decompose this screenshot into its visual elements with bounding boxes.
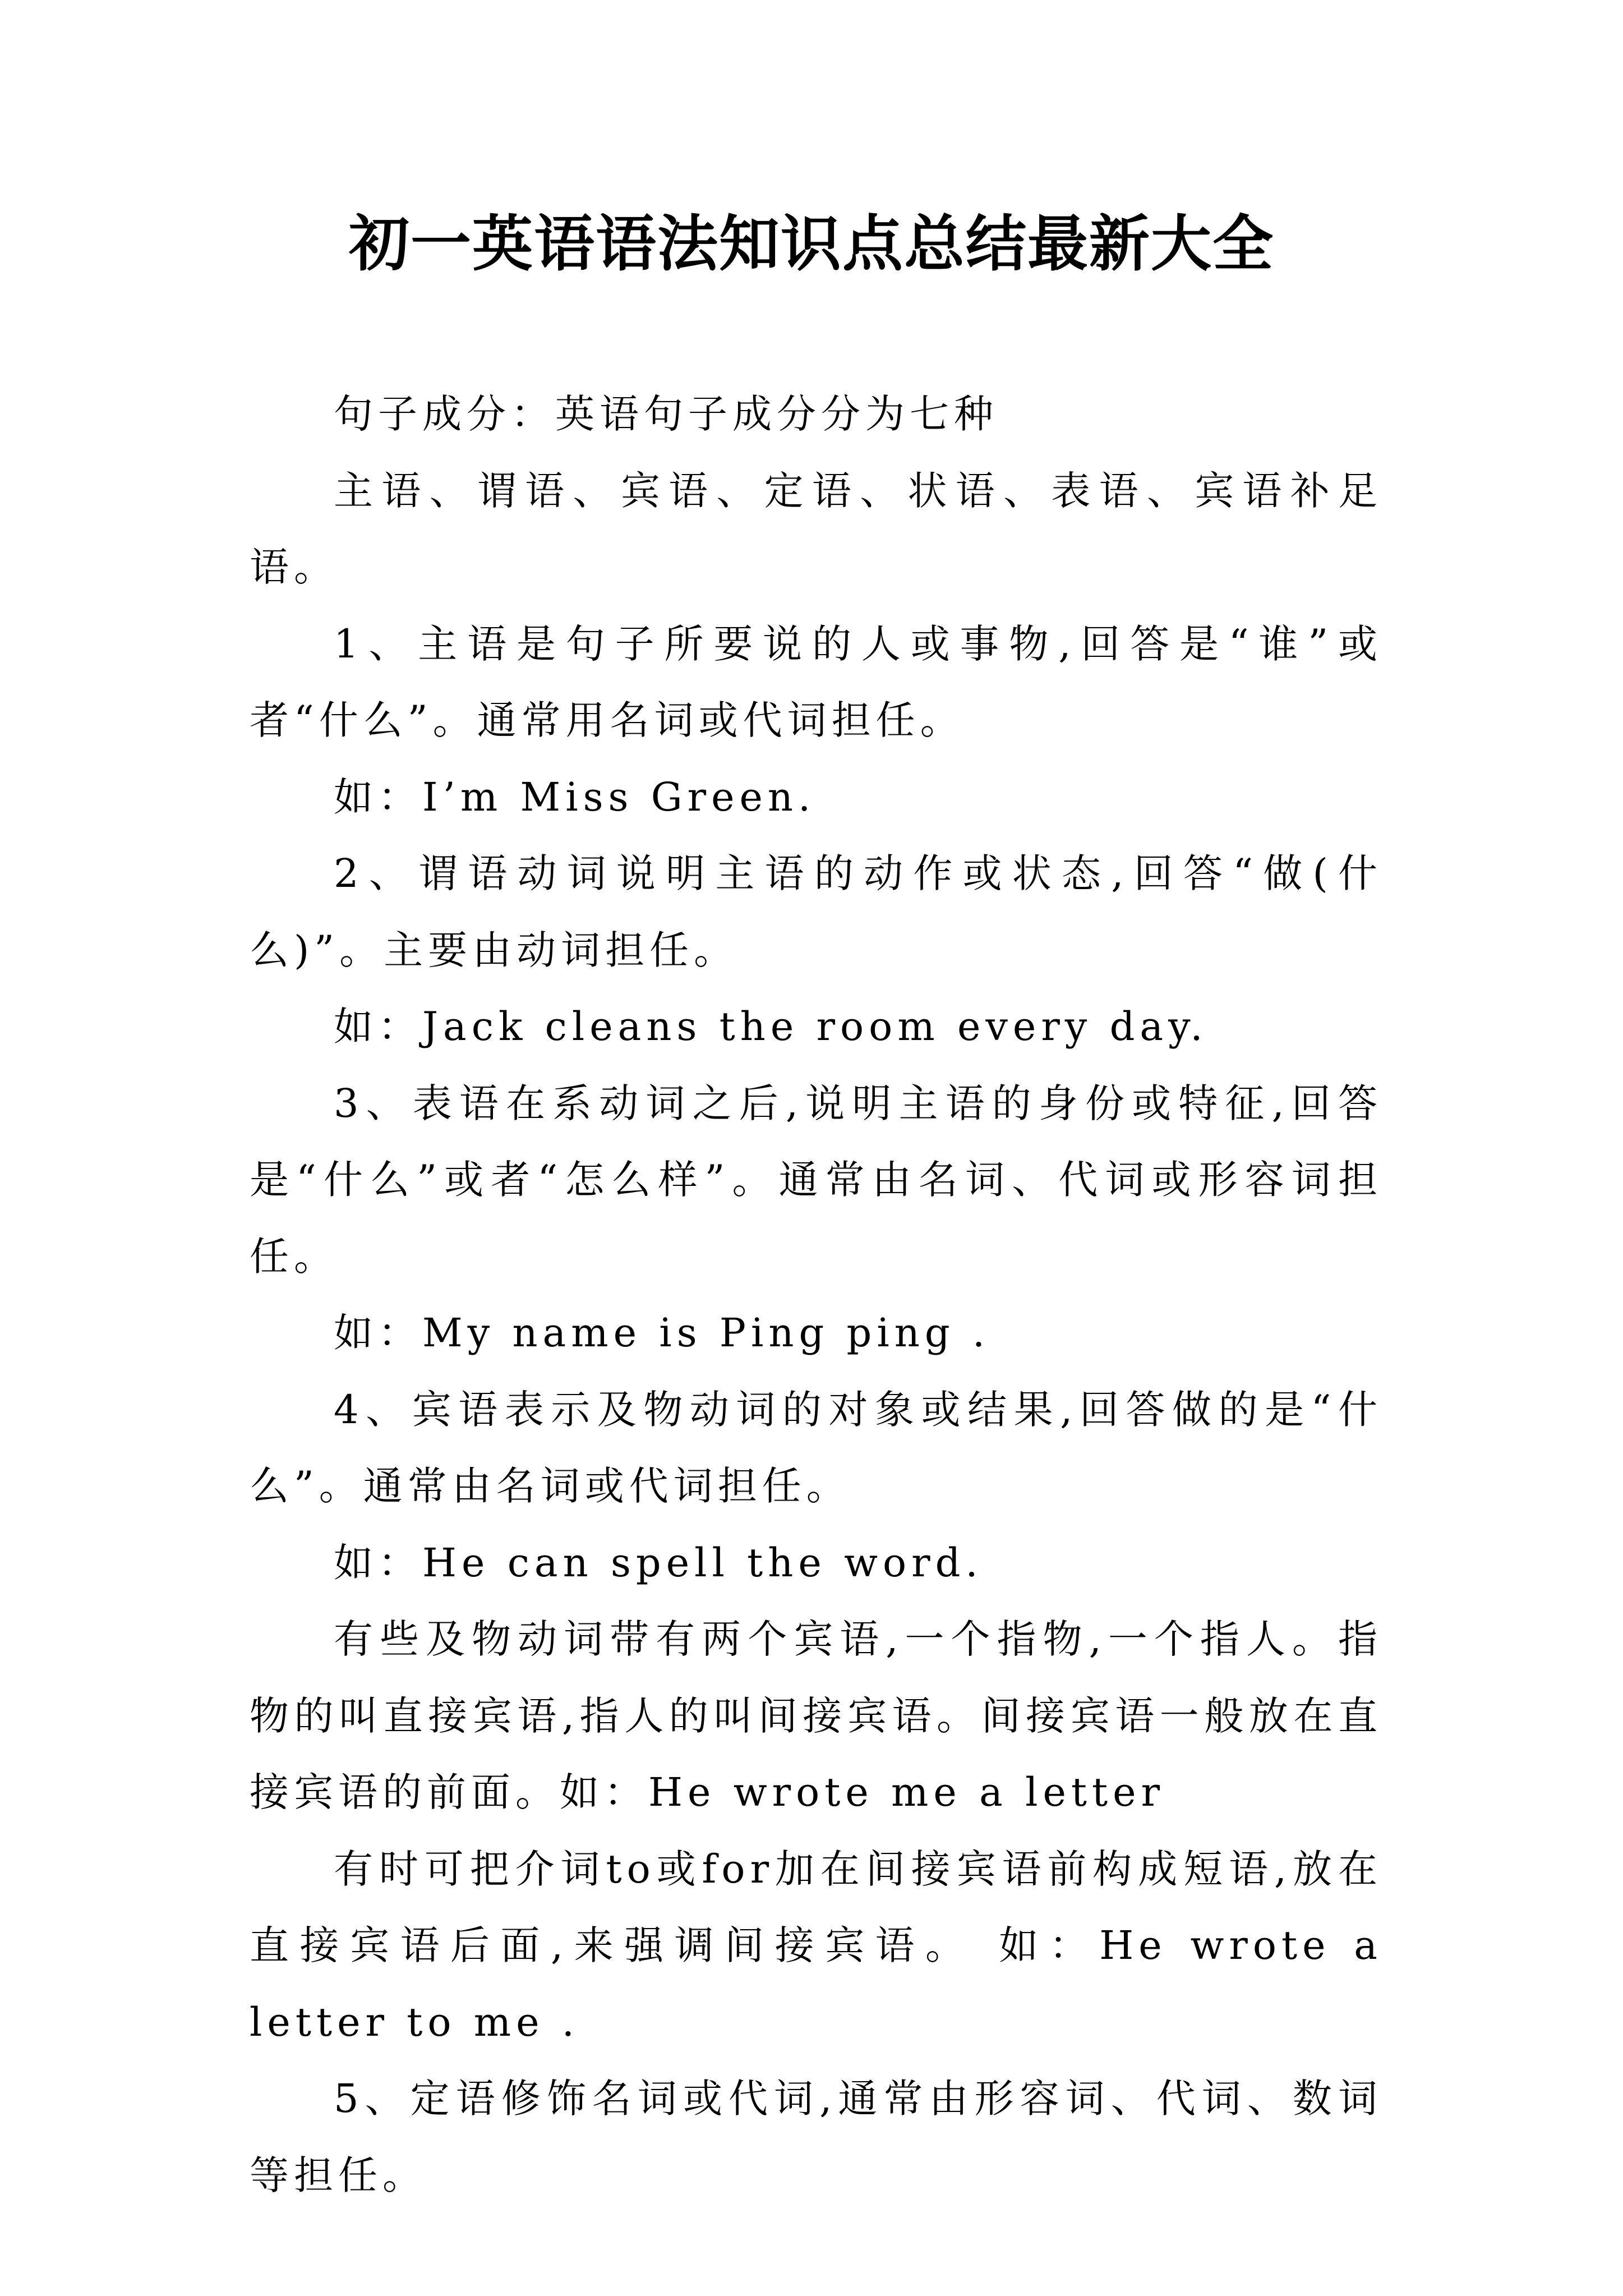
paragraph: 如：My name is Ping ping . [334,1310,990,1356]
paragraph: 主语、谓语、宾语、定语、状语、表语、宾语补足语。 [250,467,1382,590]
paragraph: 如：I’m Miss Green. [334,774,816,820]
document-body [250,376,1382,2214]
paragraph: 如：He can spell the word. [334,1539,983,1586]
paragraph: 3、表语在系动词之后,说明主语的身份或特征,回答是“什么”或者“怎么样”。通常由名词、代词或形容词担任。 [250,1080,1382,1280]
paragraph: 5、定语修饰名词或代词,通常由形容词、代词、数词等担任。 [250,2076,1382,2198]
paragraph: 有时可把介词to或for加在间接宾语前构成短语,放在直接宾语后面,来强调间接宾语。 如：He wrote a letter to me . [250,1846,1382,2045]
paragraph: 句子成分：英语句子成分分为七种 [334,391,998,437]
paragraph: 如：Jack cleans the room every day. [334,1004,1208,1050]
document-title: 初一英语语法知识点总结最新大全 [348,209,1274,279]
paragraph: 有些及物动词带有两个宾语,一个指物,一个指人。指物的叫直接宾语,指人的叫间接宾语。间接宾语一般放在直接宾语的前面。如：He wrote me a letter [250,1616,1382,1815]
paragraph: 4、宾语表示及物动词的对象或结果,回答做的是“什么”。通常由名词或代词担任。 [250,1386,1382,1509]
paragraph: 1、主语是句子所要说的人或事物,回答是“谁”或者“什么”。通常用名词或代词担任。 [250,620,1382,743]
paragraph: 2、谓语动词说明主语的动作或状态,回答“做(什么)”。主要由动词担任。 [250,850,1382,973]
